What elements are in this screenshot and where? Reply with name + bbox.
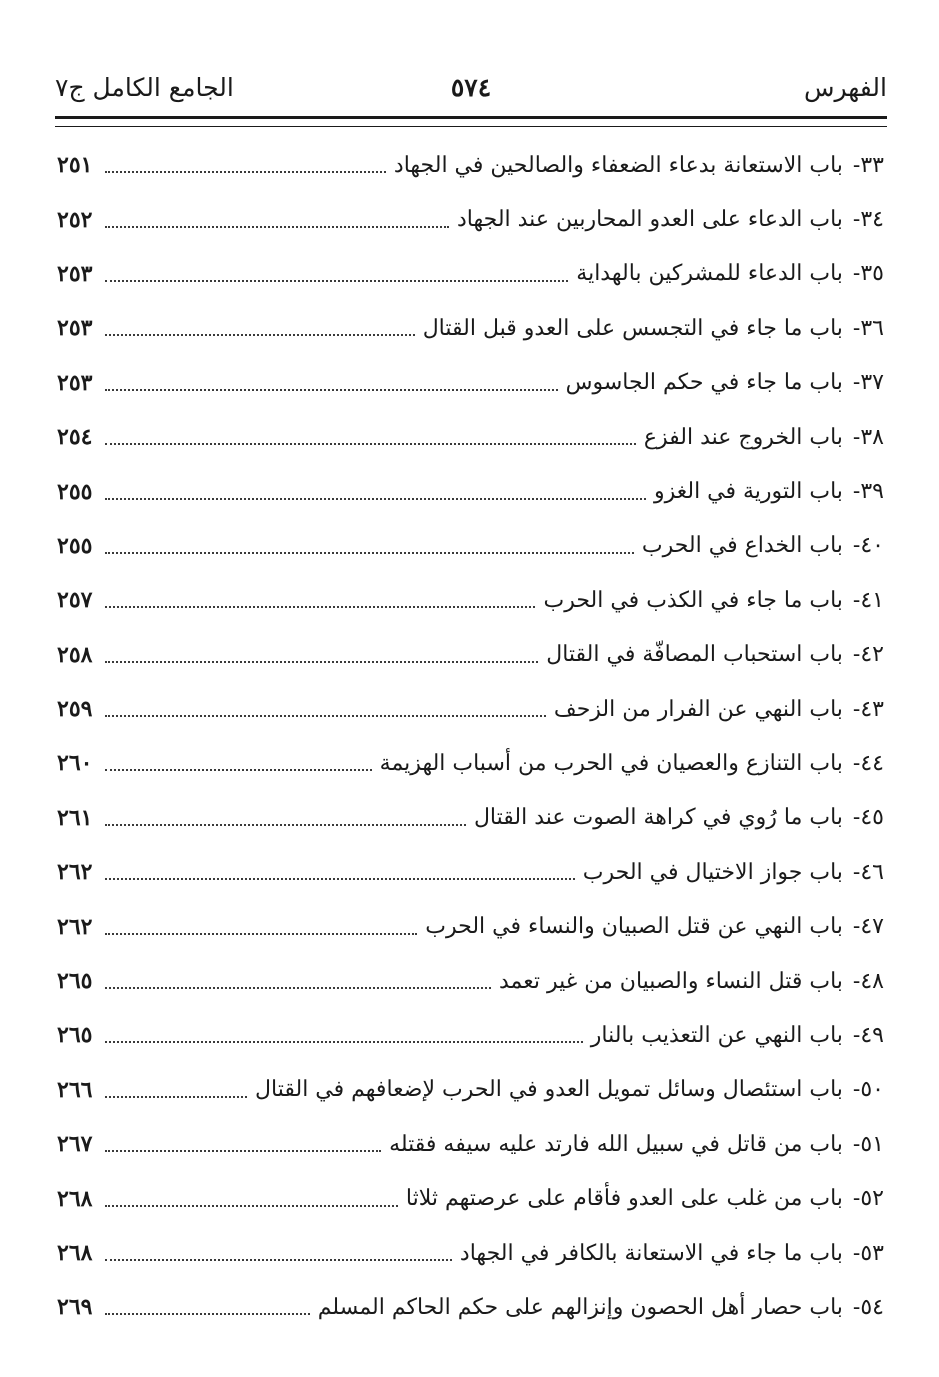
- toc-entry: [57, 736, 884, 790]
- toc-entry-page: ٢٦٢: [57, 913, 93, 940]
- toc-entry-title: [546, 697, 884, 722]
- dot-leader: [105, 389, 558, 391]
- toc-entry-text: باب قتل النساء والصبيان من غير تعمد: [499, 968, 843, 994]
- toc-entry-title: [452, 1241, 884, 1266]
- toc-entry-text: باب الخروج عند الفزع: [643, 424, 843, 450]
- toc-entry-page: ٢٥٤: [57, 424, 93, 451]
- toc-entry-text: باب النهي عن قتل الصبيان والنساء في الحرب: [425, 914, 843, 940]
- dot-leader: [105, 1041, 583, 1043]
- toc-entry: [57, 464, 884, 518]
- toc-entry: [57, 573, 884, 627]
- toc-entry: [57, 845, 884, 899]
- toc-entry-page: ٢٦٨: [57, 1240, 93, 1266]
- section-title: الفهرس: [803, 73, 887, 102]
- toc-entry-page: ٢٥٢: [57, 206, 93, 233]
- toc-entry-number: ٥٣-: [852, 1240, 884, 1266]
- toc-entry-text: باب الدعاء على العدو المحاربين عند الجهاد: [456, 207, 843, 233]
- toc-entry: [57, 1171, 884, 1225]
- toc-entry-title: [466, 805, 884, 830]
- toc-entry: [57, 899, 884, 953]
- toc-entry-page: ٢٥٨: [57, 641, 93, 668]
- toc-entry-page: ٢٦٥: [57, 1022, 93, 1049]
- dot-leader: [105, 498, 646, 500]
- dot-leader: [105, 824, 466, 826]
- toc-entry-title: [247, 1077, 884, 1102]
- toc-entry-page: ٢٥٩: [57, 696, 93, 723]
- toc-entry-page: ٢٥٣: [57, 369, 93, 396]
- toc-entry-title: [634, 533, 884, 558]
- page-header: [55, 68, 887, 112]
- toc-entry-title: [568, 261, 884, 286]
- toc-entry: [57, 519, 884, 573]
- toc-entry-text: باب ما جاء في الكذب في الحرب: [543, 587, 843, 613]
- toc-entry-number: ٤٣-: [852, 696, 884, 722]
- toc-entry-number: ٤٤-: [852, 750, 884, 776]
- toc-entry-text: باب ما جاء في التجسس على العدو قبل القتال: [422, 315, 843, 341]
- dot-leader: [105, 1313, 310, 1315]
- toc-entry-page: ٢٥٣: [57, 260, 93, 287]
- toc-entry: [57, 192, 884, 246]
- toc-entry-title: [538, 642, 884, 667]
- dot-leader: [105, 1205, 398, 1207]
- toc-entry-number: ٤١-: [852, 587, 884, 613]
- toc-entry-number: ٤٩-: [852, 1022, 884, 1048]
- toc-entry-title: [575, 860, 884, 885]
- toc-entry-number: ٣٥-: [852, 261, 884, 287]
- toc-entry-text: باب ما جاء في حكم الجاسوس: [565, 370, 843, 396]
- toc-entry: [57, 791, 884, 845]
- toc-entry: [57, 1280, 884, 1334]
- toc-entry-text: باب التنازع والعصيان في الحرب من أسباب الهزيمة: [379, 750, 843, 776]
- dot-leader: [105, 606, 535, 608]
- toc-entry-page: ٢٦٠: [57, 750, 93, 777]
- dot-leader: [105, 715, 546, 717]
- toc-entry-title: [310, 1295, 884, 1320]
- table-of-contents: [57, 138, 884, 1335]
- toc-entry: [57, 1117, 884, 1171]
- toc-entry-number: ٣٣-: [852, 152, 884, 178]
- toc-entry-text: باب ما رُوي في كراهة الصوت عند القتال: [473, 805, 843, 831]
- toc-entry-number: ٣٤-: [852, 207, 884, 233]
- toc-entry-number: ٣٧-: [852, 370, 884, 396]
- toc-entry-number: ٣٨-: [852, 424, 884, 450]
- toc-entry-number: ٤٧-: [852, 914, 884, 940]
- dot-leader: [105, 933, 417, 935]
- toc-entry-title: [381, 1132, 884, 1157]
- toc-entry-text: باب التورية في الغزو: [653, 479, 843, 505]
- toc-entry-text: باب استئصال وسائل تمويل العدو في الحرب لإضعافهم في القتال: [255, 1077, 843, 1103]
- toc-entry-title: [646, 479, 884, 504]
- toc-entry: [57, 1226, 884, 1280]
- toc-entry-number: ٤٠-: [852, 533, 884, 559]
- toc-entry-page: ٢٥١: [57, 152, 93, 179]
- toc-entry: [57, 301, 884, 355]
- toc-entry-text: باب استحباب المصافّة في القتال: [546, 642, 843, 668]
- toc-entry-page: ٢٥٣: [57, 315, 93, 342]
- toc-entry: [57, 682, 884, 736]
- toc-entry: [57, 628, 884, 682]
- toc-entry-title: [398, 1186, 884, 1211]
- toc-entry-text: باب النهي عن الفرار من الزحف: [553, 696, 843, 722]
- dot-leader: [105, 226, 449, 228]
- toc-entry-number: ٣٦-: [852, 315, 884, 341]
- page-number: ٥٧٤: [450, 73, 492, 102]
- toc-entry-text: باب الاستعانة بدعاء الضعفاء والصالحين في الجهاد: [393, 152, 843, 178]
- toc-entry: [57, 410, 884, 464]
- toc-entry: [57, 1063, 884, 1117]
- toc-entry-title: [491, 969, 884, 994]
- toc-entry-text: باب الخداع في الحرب: [641, 533, 843, 559]
- header-rule: [55, 116, 887, 127]
- dot-leader: [105, 769, 372, 771]
- toc-entry-page: ٢٦٨: [57, 1185, 93, 1212]
- toc-entry-title: [372, 751, 884, 776]
- dot-leader: [105, 334, 415, 336]
- dot-leader: [105, 280, 568, 282]
- dot-leader: [105, 552, 634, 554]
- toc-entry-title: [636, 425, 884, 450]
- toc-entry-page: ٢٦٧: [57, 1131, 93, 1158]
- dot-leader: [105, 1096, 247, 1098]
- toc-entry-page: ٢٦٢: [57, 859, 93, 886]
- toc-entry-title: [386, 153, 884, 178]
- dot-leader: [105, 171, 386, 173]
- toc-entry-text: باب ما جاء في الاستعانة بالكافر في الجهاد: [459, 1240, 843, 1266]
- dot-leader: [105, 987, 491, 989]
- dot-leader: [105, 878, 575, 880]
- toc-entry: [57, 356, 884, 410]
- toc-entry-number: ٤٥-: [852, 805, 884, 831]
- toc-entry-number: ٥٠-: [852, 1077, 884, 1103]
- toc-entry-text: باب من غلب على العدو فأقام على عرصتهم ثلاثا: [405, 1186, 843, 1212]
- toc-entry-page: ٢٦١: [57, 804, 93, 831]
- toc-entry-text: باب الدعاء للمشركين بالهداية: [576, 261, 843, 287]
- toc-entry-page: ٢٥٥: [57, 478, 93, 505]
- toc-entry-title: [417, 914, 884, 939]
- toc-entry-page: ٢٥٥: [57, 532, 93, 559]
- book-title: الجامع الكامل ج٧: [55, 73, 234, 102]
- toc-entry-text: باب النهي عن التعذيب بالنار: [590, 1022, 843, 1048]
- toc-entry-title: [415, 316, 884, 341]
- toc-entry-page: ٢٥٧: [57, 587, 93, 614]
- toc-entry-text: باب جواز الاختيال في الحرب: [582, 859, 843, 885]
- toc-entry-number: ٤٢-: [852, 642, 884, 668]
- toc-entry-number: ٥١-: [852, 1131, 884, 1157]
- toc-entry-number: ٣٩-: [852, 479, 884, 505]
- toc-entry: [57, 138, 884, 192]
- toc-entry-page: ٢٦٥: [57, 968, 93, 995]
- dot-leader: [105, 443, 636, 445]
- toc-entry-title: [583, 1023, 884, 1048]
- toc-entry-page: ٢٦٦: [57, 1076, 93, 1103]
- toc-entry-title: [558, 370, 884, 395]
- toc-entry-title: [449, 207, 884, 232]
- toc-entry: [57, 247, 884, 301]
- toc-entry-number: ٤٦-: [852, 859, 884, 885]
- dot-leader: [105, 1150, 381, 1152]
- toc-entry-page: ٢٦٩: [57, 1294, 93, 1321]
- toc-entry: [57, 954, 884, 1008]
- dot-leader: [105, 661, 538, 663]
- dot-leader: [105, 1259, 452, 1261]
- toc-entry: [57, 1008, 884, 1062]
- toc-entry-text: باب حصار أهل الحصون وإنزالهم على حكم الحاكم المسلم: [317, 1294, 843, 1320]
- toc-entry-number: ٥٢-: [852, 1186, 884, 1212]
- toc-entry-text: باب من قاتل في سبيل الله فارتد عليه سيفه فقتله: [389, 1131, 843, 1157]
- toc-entry-number: ٤٨-: [852, 968, 884, 994]
- toc-entry-title: [535, 588, 884, 613]
- toc-entry-number: ٥٤-: [852, 1294, 884, 1320]
